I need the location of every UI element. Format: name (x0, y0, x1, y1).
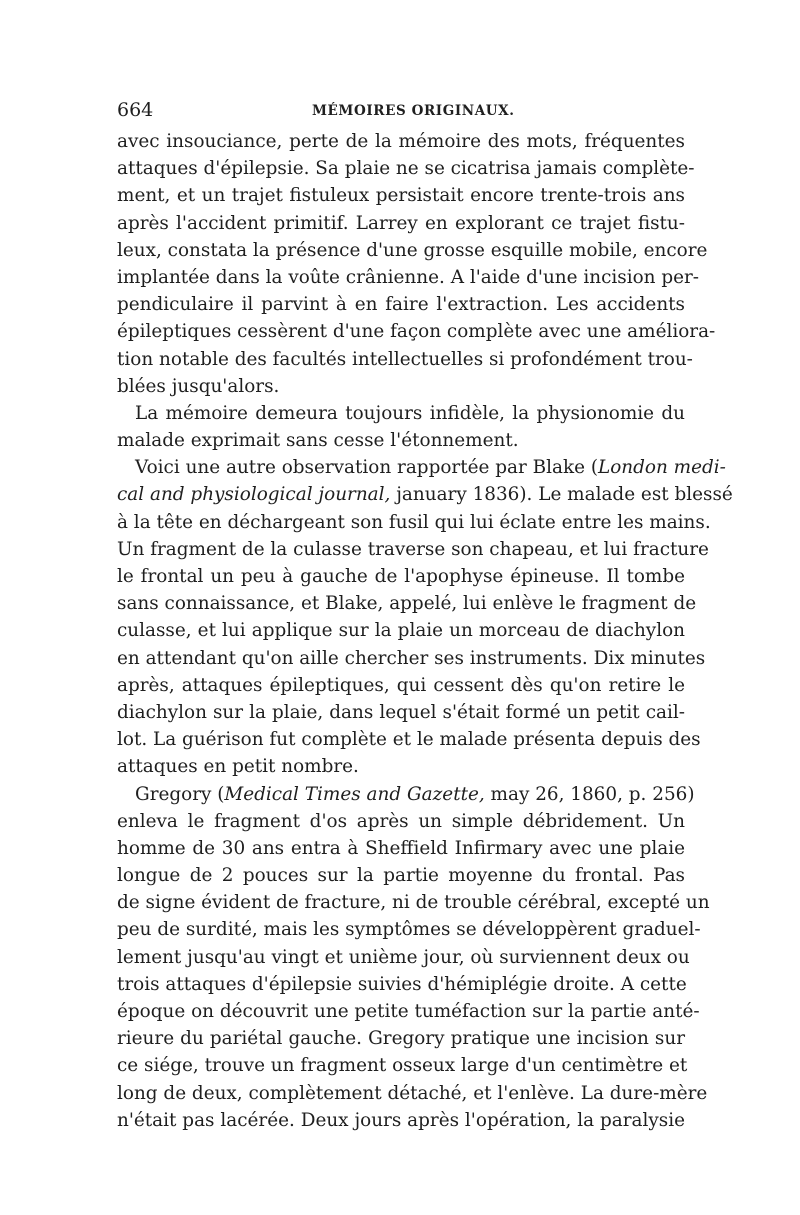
body-text (117, 128, 733, 1134)
text-line: à la tête en déchargeant son fusil qui lui éclate entre les mains. (117, 511, 711, 533)
text-line: lot. La guérison fut complète et le malade présenta depuis des (117, 729, 701, 751)
text-line: malade exprimait sans cesse l'étonnement. (117, 430, 519, 452)
text-line: pendiculaire il parvint à en faire l'extraction. Les accidents (117, 294, 685, 316)
text-line (117, 481, 733, 508)
text-line: La mémoire demeura toujours infidèle, la physionomie du (135, 402, 685, 424)
text-run: january 1836). Le malade est blessé (390, 484, 733, 506)
text-run: Gregory ( (135, 783, 225, 805)
text-line: n'était pas lacérée. Deux jours après l'opération, la paralysie (117, 1109, 685, 1131)
text-line (117, 781, 695, 808)
text-line: épileptiques cessèrent d'une façon complète avec une améliora- (117, 321, 716, 343)
text-run: may 26, 1860, p. 256) (484, 783, 695, 805)
text-line: lement jusqu'au vingt et unième jour, où surviennent deux ou (117, 946, 690, 968)
text-line: homme de 30 ans entra à Sheffield Infirmary avec une plaie (117, 837, 685, 859)
text-line: avec insouciance, perte de la mémoire des mots, fréquentes (117, 131, 685, 152)
running-head: MÉMOIRES ORIGINAUX. (312, 103, 515, 119)
page-number: 664 (117, 99, 154, 121)
text-line: peu de surdité, mais les symptômes se développèrent graduel- (117, 919, 701, 941)
text-line: rieure du pariétal gauche. Gregory pratique une incision sur (117, 1028, 685, 1050)
text-line: en attendant qu'on aille chercher ses instruments. Dix minutes (117, 647, 706, 669)
text-line: de signe évident de fracture, ni de trouble cérébral, excepté un (117, 892, 710, 914)
text-line: époque on découvrit une petite tuméfaction sur la partie anté- (117, 1001, 700, 1022)
text-line: trois attaques d'épilepsie suivies d'hémiplégie droite. A cette (117, 973, 687, 995)
text-line: attaques d'épilepsie. Sa plaie ne se cicatrisa jamais complète- (117, 158, 695, 180)
page-header (117, 97, 685, 123)
text-line: long de deux, complètement détaché, et l'enlève. La dure-mère (117, 1082, 708, 1104)
text-line: longue de 2 pouces sur la partie moyenne du frontal. Pas (117, 865, 685, 887)
text-line: tion notable des facultés intellectuelles si profondément trou- (117, 348, 693, 370)
text-line: après l'accident primitif. Larrey en explorant ce trajet fistu- (117, 212, 685, 234)
text-line: diachylon sur la plaie, dans lequel s'était formé un petit cail- (117, 701, 685, 723)
text-line: ce siége, trouve un fragment osseux large d'un centimètre et (117, 1055, 688, 1077)
text-run: Voici une autre observation rapportée par Blake ( (135, 457, 599, 479)
text-line: après, attaques épileptiques, qui cessent dès qu'on retire le (117, 674, 685, 696)
text-line: le frontal un peu à gauche de l'apophyse épineuse. Il tombe (117, 566, 685, 587)
text-line: ment, et un trajet fistuleux persistait encore trente-trois ans (117, 185, 685, 207)
text-line: enleva le fragment d'os après un simple débridement. Un (117, 810, 685, 832)
citation-title: London medi- (598, 457, 726, 479)
text-line: sans connaissance, et Blake, appelé, lui enlève le fragment de (117, 593, 697, 615)
text-line: Un fragment de la culasse traverse son chapeau, et lui fracture (117, 538, 709, 560)
citation-title: Medical Times and Gazette, (224, 783, 485, 805)
text-line: implantée dans la voûte crânienne. A l'aide d'une incision per- (117, 266, 700, 288)
citation-title: cal and physiological journal, (117, 484, 391, 506)
text-line (117, 454, 726, 481)
text-line: culasse, et lui applique sur la plaie un morceau de diachylon (117, 620, 685, 642)
text-line: leux, constata la présence d'une grosse esquille mobile, encore (117, 239, 708, 261)
text-line: attaques en petit nombre. (117, 756, 359, 778)
text-line: blées jusqu'alors. (117, 375, 280, 397)
